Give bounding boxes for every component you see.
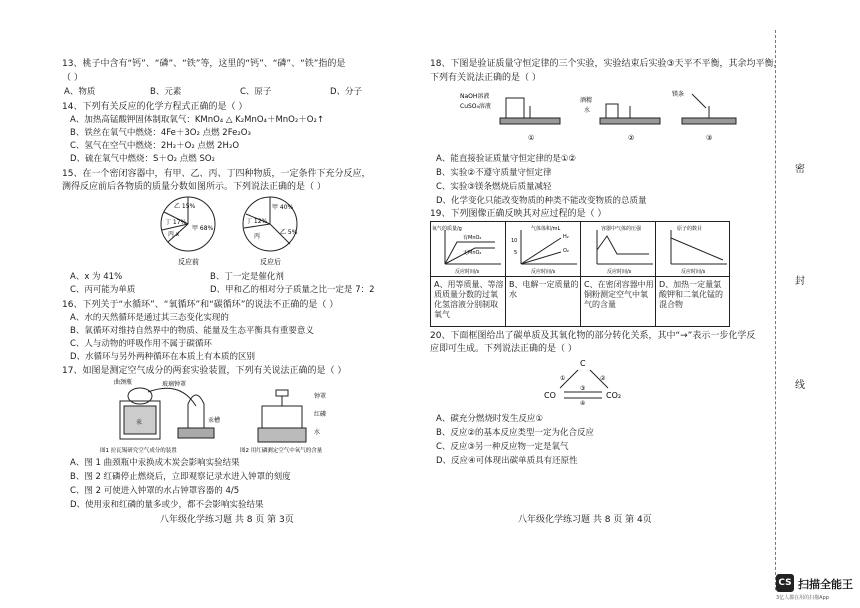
q19-cell-c: C、在密闭容器中用铜粉测定空气中氧气的含量 (584, 280, 654, 309)
fig2-caption: 图2 用红磷测定空气中氧气的含量 (240, 448, 323, 454)
graph-a-xlabel: 反应时间/s (455, 269, 480, 275)
pie-before-label-1: 乙 15% (174, 203, 196, 210)
q15-option-a: A、x 为 41% (70, 272, 123, 282)
diagram-num-3: ③ (580, 385, 586, 392)
fig2-label-jar: 钟罩 (314, 393, 327, 400)
pie-after-label-1: 甲 40% (272, 204, 294, 211)
fig1-label-retort: 曲颈瓶 (114, 379, 133, 386)
q17-apparatus-figure (100, 376, 370, 456)
graph-a-ylabel: 氧气的质量/g (432, 226, 462, 232)
q20-option-b: B、反应②的基本反应类型一定为化合反应 (436, 428, 594, 438)
q18-label-alcohol: 酒精 (580, 97, 593, 104)
graph-b-legend-1: H₂ (563, 234, 569, 240)
pie-after-label-4: 乙 5% (280, 229, 298, 236)
pie-before-caption: 反应前 (178, 258, 199, 266)
q15-stem-2: 测得反应前后各物质的质量分数如图所示。下列说法正确的是（ ） (62, 182, 326, 192)
q18-label-water: 水 (584, 107, 591, 114)
q18-num-2: ② (628, 134, 635, 142)
fig2-label-phosphorus: 红磷 (314, 411, 327, 418)
camscanner-name: 扫描全能王 (798, 578, 853, 591)
graph-a-legend-1: 有MnO₂ (463, 235, 482, 241)
q18-option-a: A、能直接验证质量守恒定律的是①② (436, 154, 577, 164)
q14-option-d: D、硫在氧气中燃烧：S＋O₂ 点燃 SO₂ (70, 154, 215, 164)
q19-table (430, 221, 730, 327)
q19-cell-a: A、用等质量、等溶质质量分数的过氧化氢溶液分别制取氧气 (434, 280, 504, 319)
right-page-footer: 八年级化学练习题 共 8 页 第 4页 (518, 515, 652, 525)
q15-option-d: D、甲和乙的相对分子质量之比一定是 7：2 (210, 285, 375, 295)
q20-option-c: C、反应③另一种反应物一定是氧气 (436, 442, 569, 452)
q18-label-naoh: NaOH溶液 (460, 93, 490, 100)
q15-pie-charts (150, 192, 320, 268)
q15-option-c: C、丙可能为单质 (70, 285, 136, 295)
q14-stem: 14、下列有关反应的化学方程式正确的是（ ） (62, 102, 248, 112)
fig1-caption: 图1 拉瓦锡研究空气成分的装置 (100, 448, 177, 454)
pie-before-label-4: 甲 68% (192, 225, 214, 232)
q20-stem-1: 20、下面框图给出了碳单质及其氧化物的部分转化关系，其中“→”表示一步化学反 (430, 331, 756, 341)
q18-stem-2: 下列有关说法正确的是（ ） (430, 73, 541, 83)
q17-stem: 17、如图是测定空气成分的两套实验装置，下列有关说法正确的是（ ） (62, 366, 347, 376)
q18-label-magnesium: 镁条 (672, 91, 685, 98)
fig1-label-trough: 汞槽 (208, 417, 221, 424)
graph-c-ylabel: 容器中气体的压强 (601, 226, 642, 232)
q13-option-d: D、分子 (330, 87, 363, 97)
diagram-co: CO (544, 391, 556, 400)
q20-option-d: D、反应④可体现出碳单质具有还原性 (436, 456, 578, 466)
binding-dashed-line (775, 30, 776, 590)
binding-margin (770, 0, 860, 608)
diagram-num-1: ① (560, 375, 566, 382)
q14-option-b: B、铁丝在氧气中燃烧：4Fe＋3O₂ 点燃 2Fe₂O₃ (70, 128, 251, 138)
camscanner-watermark (776, 574, 860, 604)
q18-num-3: ③ (706, 134, 713, 142)
left-page-footer: 八年级化学练习题 共 8 页 第 3页 (160, 515, 294, 525)
q13-option-b: B、元素 (150, 87, 182, 97)
q15-stem-1: 15、在一个密闭容器中，有甲、乙、丙、丁四种物质，一定条件下充分反应， (62, 169, 371, 179)
q18-num-1: ① (528, 134, 535, 142)
diagram-c: C (580, 359, 586, 368)
pie-before-label-2: 丁 17% (165, 219, 187, 226)
q18-option-b: B、实验②不遵守质量守恒定律 (436, 168, 552, 178)
graph-a-legend-2: 无MnO₂ (463, 250, 482, 256)
binding-char-seal: 密 (795, 164, 805, 175)
q13-paren: （ ） (62, 73, 83, 83)
graph-c-xlabel: 反应时间/s (607, 269, 632, 275)
q16-option-a: A、水的天然循环是通过其三态变化实现的 (70, 313, 229, 323)
q20-stem-2: 应即可生成。下列说法正确的是（ ） (430, 344, 577, 354)
camscanner-logo-icon: CS (776, 574, 794, 592)
q19-cell-d: D、加热一定量氯酸钾和二氧化锰的混合物 (659, 280, 723, 309)
fig2-label-water: 水 (314, 429, 321, 436)
q13-stem: 13、桃子中含有“钙”、“磷”、“铁”等，这里的“钙”、“磷”、“铁”指的是 (62, 59, 346, 69)
q14-option-a: A、加热高锰酸钾固体制取氧气：KMnO₄ △ K₂MnO₄＋MnO₂＋O₂↑ (70, 115, 324, 125)
diagram-num-4: ④ (580, 400, 586, 406)
pie-after-caption: 反应后 (260, 258, 281, 266)
fig1-label-mercury: 汞 (136, 419, 143, 426)
q16-option-b: B、氧循环对维持自然界中的物质、能量及生态平衡具有重要意义 (70, 326, 314, 336)
q18-label-cuso4: CuSO₄溶液 (460, 103, 491, 110)
fig1-label-bell-jar: 玻璃钟罩 (162, 381, 187, 388)
q18-balance-figure (460, 88, 740, 146)
binding-char-cover: 封 (795, 276, 805, 287)
q17-option-b: B、图 2 红磷停止燃烧后，立即观察记录水进入钟罩的刻度 (70, 472, 291, 482)
q14-option-c: C、氢气在空气中燃烧：2H₂＋O₂ 点燃 2H₂O (70, 141, 240, 151)
q20-conversion-diagram (540, 358, 630, 406)
graph-d-ylabel: 原子的数目 (677, 226, 703, 232)
q16-stem: 16、下列关于“水循环”、“氧循环”和“碳循环”的说法不正确的是（ ） (62, 300, 339, 310)
q13-option-a: A、物质 (64, 87, 96, 97)
graph-b-legend-2: O₂ (563, 248, 569, 254)
pie-after-label-3: 丙 (254, 233, 261, 240)
q18-stem-1: 18、下图是验证质量守恒定律的三个实验，实验结束后实验③天平不平衡，其余均平衡， (430, 59, 783, 69)
q17-option-c: C、图 2 可使进入钟罩的水占钟罩容器的 4/5 (70, 486, 240, 496)
q17-option-d: D、使用汞和红磷的量多或少，都不会影响实验结果 (70, 500, 264, 510)
q19-graphs (431, 222, 729, 276)
pie-after-label-2: 丁 12% (246, 218, 268, 225)
graph-d-xlabel: 反应时间/s (681, 269, 706, 275)
camscanner-tagline: 3亿人都在用的扫描App (776, 595, 829, 601)
graph-b-xlabel: 反应时间/s (531, 269, 556, 275)
q17-option-a: A、图 1 曲颈瓶中汞换成木炭会影响实验结果 (70, 458, 240, 468)
q16-option-c: C、人与动物的呼吸作用不属于碳循环 (70, 339, 212, 349)
q19-stem: 19、下列图像正确反映其对应过程的是（ ） (430, 209, 607, 219)
q19-cell-b: B、电解一定质量的水 (509, 280, 579, 299)
q20-option-a: A、碳充分燃烧时发生反应① (436, 414, 543, 424)
graph-b-tick-5: 5 (514, 250, 518, 256)
graph-b-tick-10: 10 (511, 238, 518, 244)
q15-option-b: B、丁一定是催化剂 (210, 272, 284, 282)
q18-option-c: C、实验③镁条燃烧后质量减轻 (436, 182, 552, 192)
pie-before-label-3: 丙 x (168, 231, 180, 238)
q13-option-c: C、原子 (240, 87, 272, 97)
graph-b-ylabel: 气体体积/mL (531, 226, 561, 232)
diagram-num-2: ② (600, 375, 606, 382)
q16-option-d: D、水循环与另外两种循环在本质上有本质的区别 (70, 352, 256, 362)
diagram-co2: CO₂ (606, 391, 622, 400)
q18-option-d: D、化学变化只能改变物质的种类不能改变物质的总质量 (436, 196, 647, 206)
binding-char-line: 线 (795, 380, 805, 391)
